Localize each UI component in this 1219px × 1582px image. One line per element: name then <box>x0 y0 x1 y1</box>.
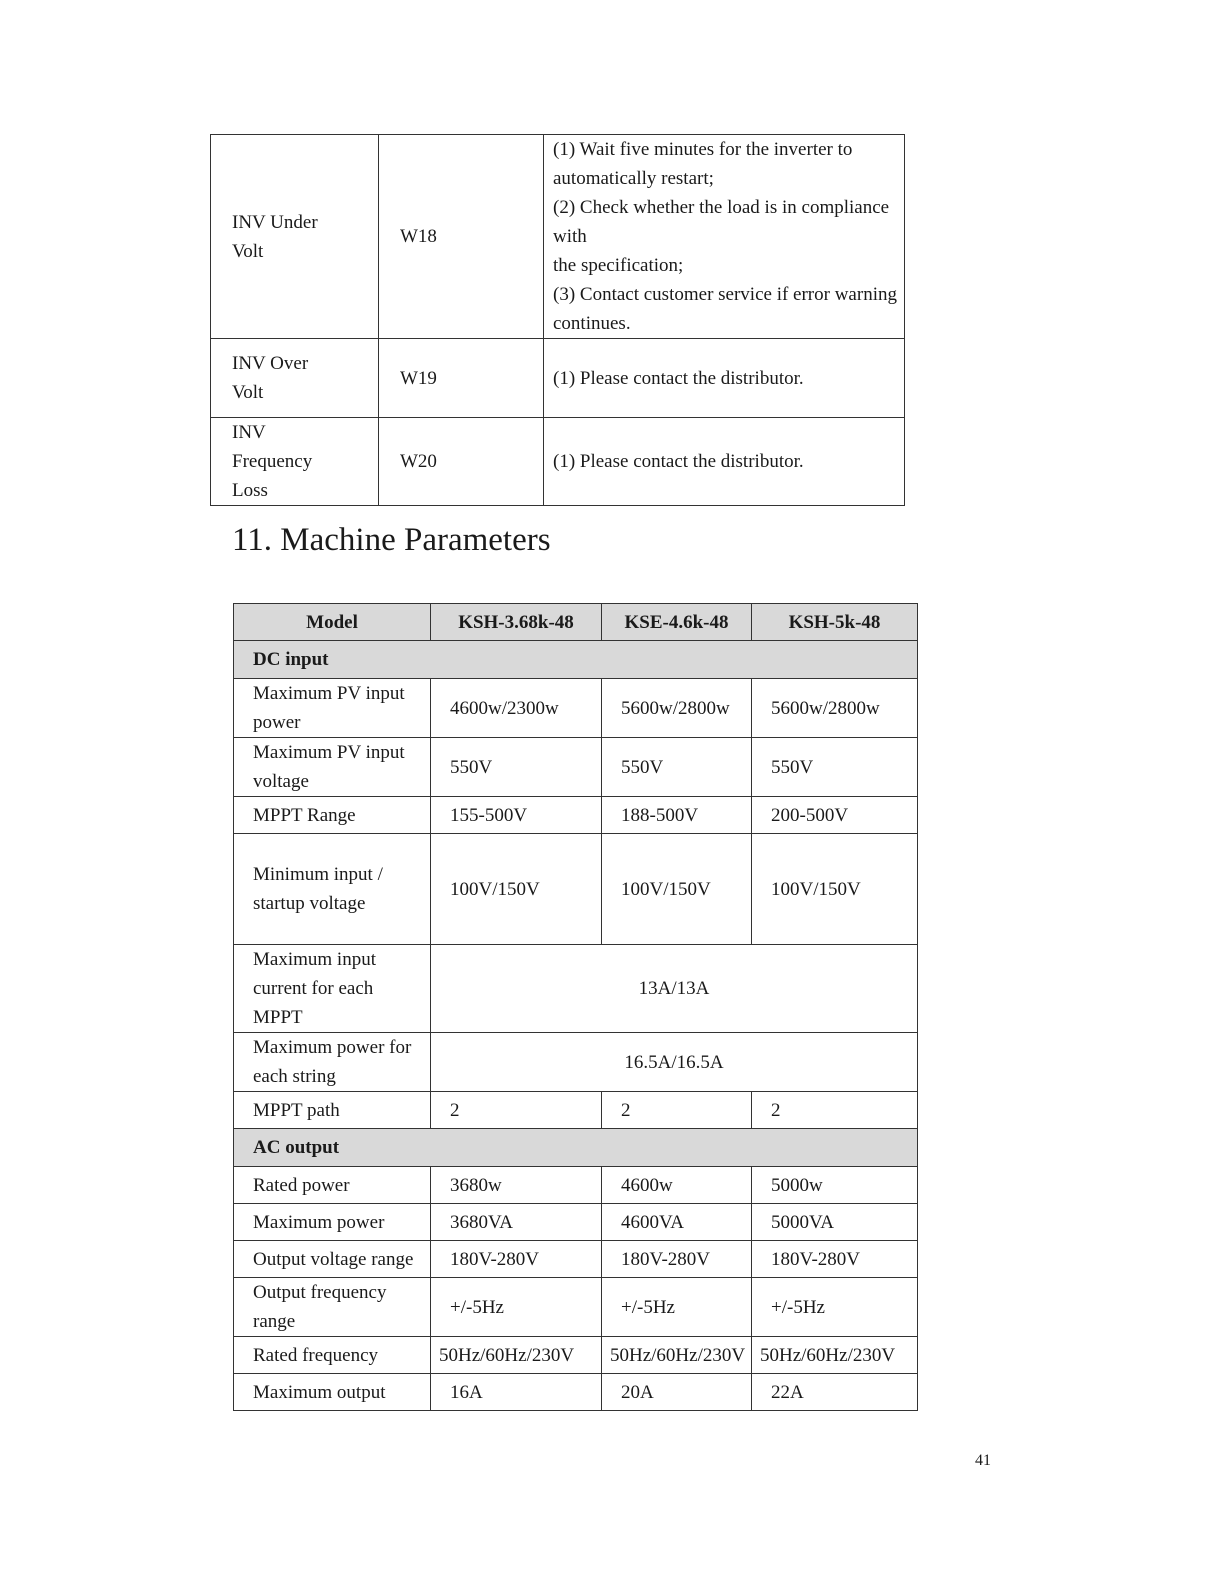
row-label: Minimum input / startup voltage <box>234 834 431 945</box>
section-title: 11. Machine Parameters <box>232 522 551 558</box>
row-label: MPPT Range <box>234 797 431 834</box>
cell-value: 3680w <box>431 1167 602 1204</box>
cell-value: 100V/150V <box>602 834 752 945</box>
row-label: Rated frequency <box>234 1337 431 1374</box>
section-label: DC input <box>234 641 918 679</box>
cell-value: 5000w <box>752 1167 918 1204</box>
row-label: Output voltage range <box>234 1241 431 1278</box>
cell-value: 22A <box>752 1374 918 1411</box>
table-row <box>211 418 905 506</box>
cell-value: +/-5Hz <box>431 1278 602 1337</box>
cell-value: 4600w/2300w <box>431 679 602 738</box>
cell-value: 2 <box>752 1092 918 1129</box>
table-row <box>234 679 918 738</box>
table-row <box>211 135 905 339</box>
cell-value: 180V-280V <box>752 1241 918 1278</box>
table-header-row <box>234 604 918 641</box>
row-label: Maximum PV input power <box>234 679 431 738</box>
section-row-ac-output <box>234 1129 918 1167</box>
table-row <box>234 738 918 797</box>
warning-name: INV Under Volt <box>211 135 379 339</box>
warning-name: INV Over Volt <box>211 339 379 418</box>
row-label: Maximum power <box>234 1204 431 1241</box>
row-label: Rated power <box>234 1167 431 1204</box>
row-label: Maximum power for each string <box>234 1033 431 1092</box>
warning-solution: (1) Please contact the distributor. <box>544 339 905 418</box>
table-row <box>234 945 918 1033</box>
warning-solution: (1) Wait five minutes for the inverter to automatically restart; (2) Check whether the load is in compliance with the specification; (3) Contact customer service if error warning continues. <box>544 135 905 339</box>
cell-value: 200-500V <box>752 797 918 834</box>
cell-value: 155-500V <box>431 797 602 834</box>
cell-value: +/-5Hz <box>752 1278 918 1337</box>
table-row <box>234 1241 918 1278</box>
cell-value: 13A/13A <box>431 945 918 1033</box>
warning-solution: (1) Please contact the distributor. <box>544 418 905 506</box>
table-row <box>234 1092 918 1129</box>
row-label: Maximum output <box>234 1374 431 1411</box>
cell-value: 2 <box>602 1092 752 1129</box>
cell-value: 180V-280V <box>431 1241 602 1278</box>
cell-value: 5000VA <box>752 1204 918 1241</box>
cell-value: 4600VA <box>602 1204 752 1241</box>
cell-value: 50Hz/60Hz/230V <box>752 1337 918 1374</box>
row-label: MPPT path <box>234 1092 431 1129</box>
warning-name: INV Frequency Loss <box>211 418 379 506</box>
header-model-1: KSH-3.68k-48 <box>431 604 602 641</box>
header-model: Model <box>234 604 431 641</box>
cell-value: 188-500V <box>602 797 752 834</box>
warning-table <box>210 134 905 506</box>
cell-value: 100V/150V <box>431 834 602 945</box>
cell-value: 3680VA <box>431 1204 602 1241</box>
section-row-dc-input <box>234 641 918 679</box>
row-label: Maximum PV input voltage <box>234 738 431 797</box>
warning-code: W19 <box>379 339 544 418</box>
cell-value: 20A <box>602 1374 752 1411</box>
table-row <box>234 1033 918 1092</box>
cell-value: 180V-280V <box>602 1241 752 1278</box>
table-row <box>234 797 918 834</box>
cell-value: 100V/150V <box>752 834 918 945</box>
cell-value: 5600w/2800w <box>752 679 918 738</box>
warning-code: W18 <box>379 135 544 339</box>
table-row <box>234 1204 918 1241</box>
machine-parameters-table <box>233 603 918 1411</box>
cell-value: 16.5A/16.5A <box>431 1033 918 1092</box>
table-row <box>234 1374 918 1411</box>
table-row <box>234 1337 918 1374</box>
table-row <box>211 339 905 418</box>
cell-value: 16A <box>431 1374 602 1411</box>
header-model-2: KSE-4.6k-48 <box>602 604 752 641</box>
section-label: AC output <box>234 1129 918 1167</box>
cell-value: 2 <box>431 1092 602 1129</box>
table-row <box>234 1278 918 1337</box>
cell-value: 50Hz/60Hz/230V <box>602 1337 752 1374</box>
table-row <box>234 1167 918 1204</box>
cell-value: 50Hz/60Hz/230V <box>431 1337 602 1374</box>
cell-value: 550V <box>752 738 918 797</box>
row-label: Output frequency range <box>234 1278 431 1337</box>
cell-value: 550V <box>431 738 602 797</box>
cell-value: +/-5Hz <box>602 1278 752 1337</box>
header-model-3: KSH-5k-48 <box>752 604 918 641</box>
cell-value: 550V <box>602 738 752 797</box>
table-row <box>234 834 918 945</box>
row-label: Maximum input current for each MPPT <box>234 945 431 1033</box>
cell-value: 5600w/2800w <box>602 679 752 738</box>
page-number: 41 <box>975 1452 991 1469</box>
cell-value: 4600w <box>602 1167 752 1204</box>
warning-code: W20 <box>379 418 544 506</box>
